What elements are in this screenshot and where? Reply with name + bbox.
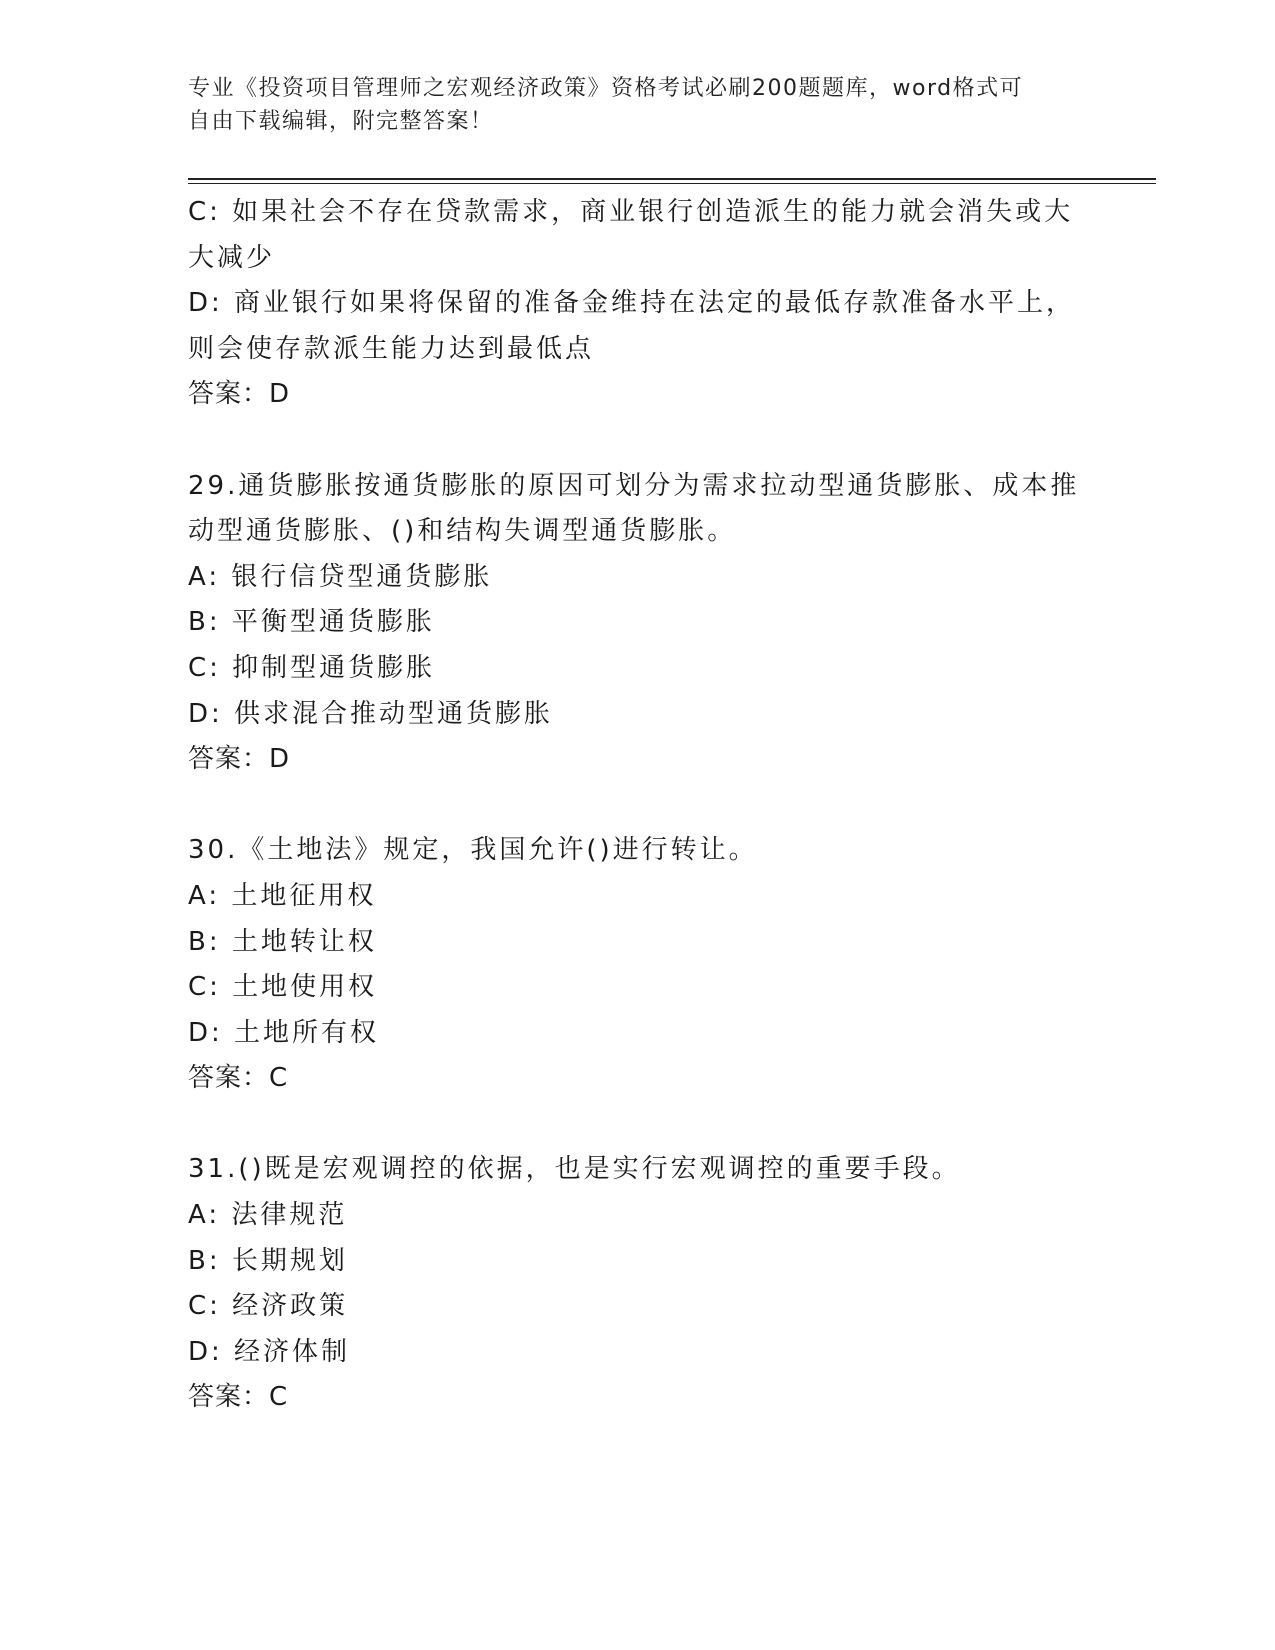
header-title-line-1: 专业《投资项目管理师之宏观经济政策》资格考试必刷200题题库，word格式可 bbox=[188, 76, 1024, 101]
question-29-option-c: C: 抑制型通货膨胀 bbox=[188, 652, 436, 683]
question-31-option-d: D: 经济体制 bbox=[188, 1336, 351, 1367]
answer-28: 答案：D bbox=[188, 379, 291, 410]
question-29-stem-line-1: 29.通货膨胀按通货膨胀的原因可划分为需求拉动型通货膨胀、成本推 bbox=[188, 470, 1080, 501]
question-content bbox=[188, 190, 1088, 1421]
question-31-stem: 31.()既是宏观调控的依据，也是实行宏观调控的重要手段。 bbox=[188, 1154, 961, 1185]
option-c-line-1: C: 如果社会不存在贷款需求，商业银行创造派生的能力就会消失或大 bbox=[188, 197, 1074, 227]
question-29-option-a: A: 银行信贷型通货膨胀 bbox=[188, 561, 493, 592]
spacer bbox=[188, 418, 1088, 464]
header-divider-thick bbox=[188, 178, 1156, 180]
answer-31: 答案：C bbox=[188, 1382, 289, 1413]
question-30-option-c: C: 土地使用权 bbox=[188, 972, 378, 1003]
answer-29: 答案：D bbox=[188, 744, 291, 775]
header-divider-thin bbox=[188, 183, 1156, 184]
question-31-option-c: C: 经济政策 bbox=[188, 1291, 349, 1322]
question-29-option-d: D: 供求混合推动型通货膨胀 bbox=[188, 698, 554, 729]
question-31-option-a: A: 法律规范 bbox=[188, 1200, 348, 1231]
header-title-line-2: 自由下载编辑，附完整答案！ bbox=[188, 109, 494, 134]
question-30-option-d: D: 土地所有权 bbox=[188, 1017, 380, 1048]
option-c-line-2: 大减少 bbox=[188, 242, 276, 273]
spacer bbox=[188, 783, 1088, 829]
question-30-stem: 30.《土地法》规定，我国允许()进行转让。 bbox=[188, 835, 758, 866]
page-header bbox=[188, 72, 1068, 138]
question-30-option-a: A: 土地征用权 bbox=[188, 880, 377, 911]
question-29-stem-line-2: 动型通货膨胀、()和结构失调型通货膨胀。 bbox=[188, 516, 737, 547]
answer-30: 答案：C bbox=[188, 1063, 289, 1094]
spacer bbox=[188, 1102, 1088, 1148]
question-31-option-b: B: 长期规划 bbox=[188, 1245, 348, 1276]
question-30-option-b: B: 土地转让权 bbox=[188, 926, 377, 957]
question-29-option-b: B: 平衡型通货膨胀 bbox=[188, 607, 435, 638]
option-d-line-1: D: 商业银行如果将保留的准备金维持在法定的最低存款准备水平上， bbox=[188, 288, 1076, 319]
option-d-line-2: 则会使存款派生能力达到最低点 bbox=[188, 333, 595, 364]
